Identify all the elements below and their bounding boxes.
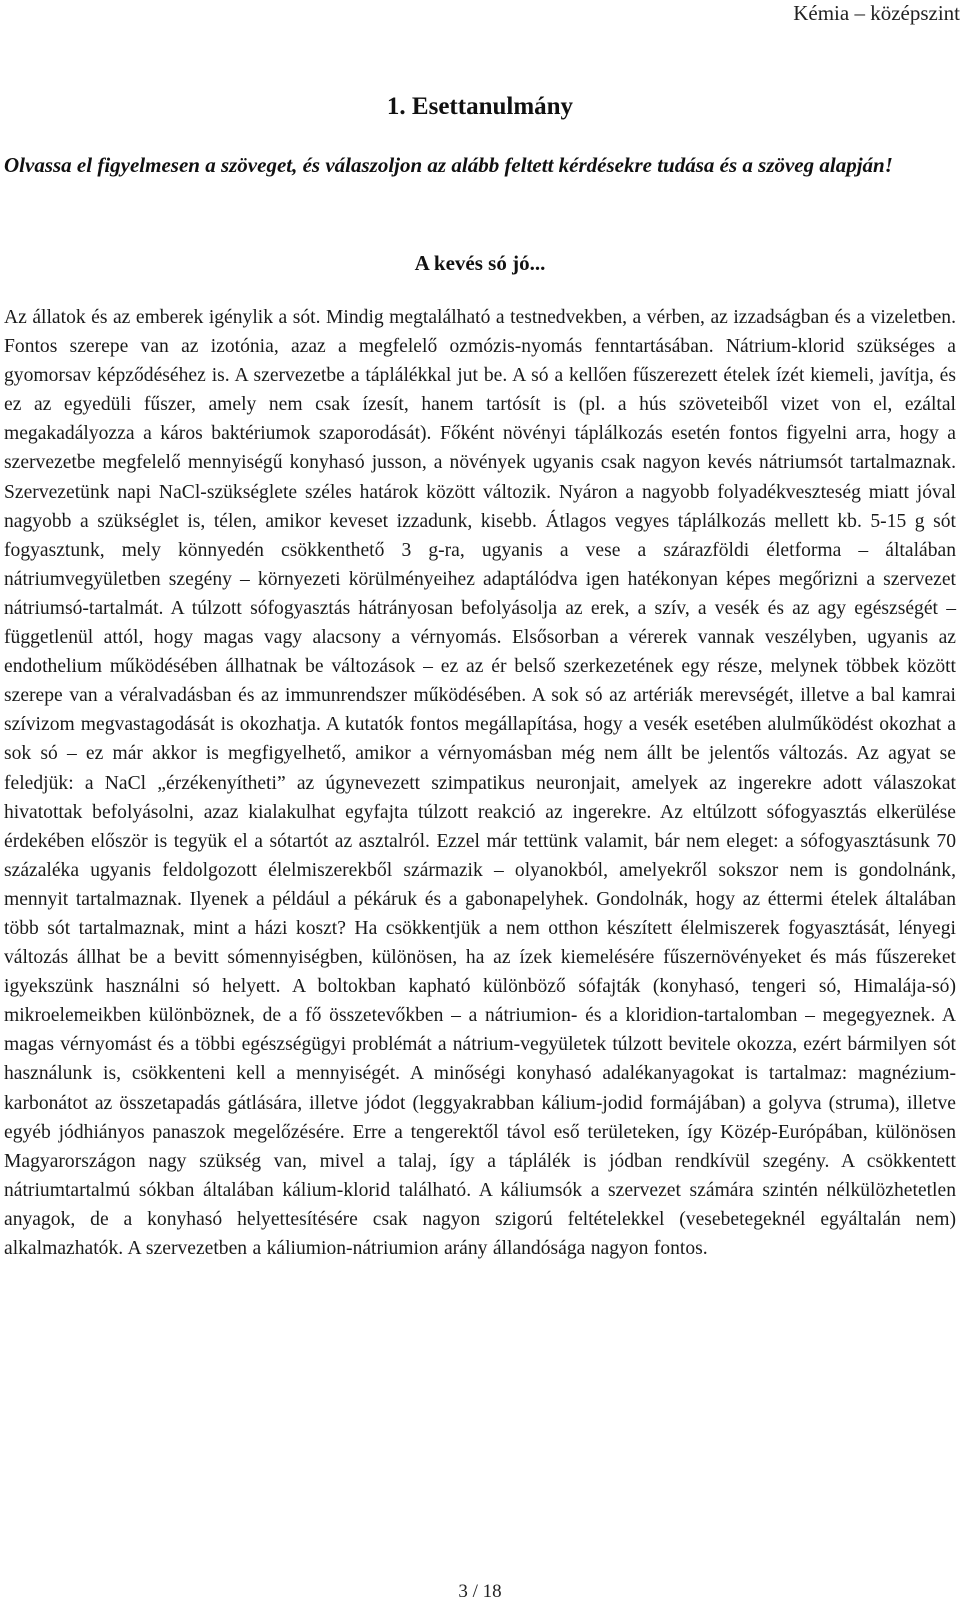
instruction-text: Olvassa el figyelmesen a szöveget, és válaszoljon az alább feltett kérdésekre tudása és a szöveg alapján! <box>4 153 893 177</box>
article-body: Az állatok és az emberek igénylik a sót. Mindig megtalálható a testnedvekben, a vérben, az izzadságban és a vizeletben. Fontos szerepe van az izotónia, azaz a megfelelő ozmózis-nyomás fenntartásában. Nátrium-klorid szükséges a gyomorsav képződéséhez is. A szervezetbe a táplálékkal jut be. A só a kellően fűszerezett ételek ízét kiemeli, javítja, és ez az egyedüli fűszer, amely nem csak ízesít, hanem tartósít is (pl. a hús szöveteiből vizet von el, ezáltal megakadályozza a káros baktériumok szaporodását). Főként növényi táplálkozás esetén fontos figyelni arra, hogy a szervezetbe megfelelő mennyiségű konyhasó jusson, a növények ugyanis csak nagyon kevés nátriumsót tartalmaznak. Szervezetünk napi NaCl-szükséglete széles határok között változik. Nyáron a nagyobb folyadékveszteség miatt jóval nagyobb a szükséglet is, télen, amikor keveset izzadunk, kisebb. Átlagos vegyes táplálkozás mellett kb. 5-15 g sót fogyasztunk, mely könnyedén csökkenthető 3 g-ra, ugyanis a vese a szárazföldi életforma – általában nátriumvegyületben szegény – környezeti körülményeihez adaptálódva igen hatékonyan képes megőrizni a szervezet nátriumsó-tartalmát. A túlzott sófogyasztás hátrányosan befolyásolja az erek, a szív, a vesék és az agy egészségét – függetlenül attól, hogy magas vagy alacsony a vérnyomás. Elsősorban a vérerek vannak veszélyben, ugyanis az endothelium működésében állhatnak be változások – ez az ér belső szerkezetének egy része, melynek többek között szerepe van a véralvadásban és az immunrendszer működésében. A sok só az artériák merevségét, illetve a bal kamrai szívizom megvastagodását is okozhatja. A kutatók fontos megállapítása, hogy a vesék esetében alulműködést okozhat a sok só – ez már akkor is megfigyelhető, amikor a vérnyomásban még nem állt be jelentős változás. Az agyat se feledjük: a NaCl „érzékenyítheti” az úgynevezett szimpatikus neuronjait, amelyek az ingerekre adott válaszokat hivatottak befolyásolni, azaz kialakulhat egyfajta túlzott reakció az ingerekre. Az eltúlzott sófogyasztás elkerülése érdekében először is tegyük el a sótartót az asztalról. Ezzel már tettünk valamit, bár nem eleget: a sófogyasztásunk 70 százaléka ugyanis feldolgozott élelmiszerekből származik – olyanokból, amelyekről sokszor nem is gondolnánk, mennyit tartalmaznak. Ilyenek a például a pékáruk és a gabonapelyhek. Gondolnák, hogy az éttermi ételek általában több sót tartalmaznak, mint a házi koszt? Ha csökkentjük a nem otthon készített élelmiszerek fogyasztását, lényegi változás állhat be a bevitt sómennyiségben, különösen, ha az ízek kiemelésére fűszernövényeket és más fűszereket igyekszünk használni só helyett. A boltokban kapható különböző sófajták (konyhasó, tengeri só, Himalája-só) mikroelemeikben különböznek, de a fő összetevőkben – a nátriumion- és a kloridion-tartalomban – megegyeznek. A magas vérnyomást és a többi egészségügyi problémát a nátrium-vegyületek túlzott bevitele okozza, ezért bármilyen sót használunk is, csökkenteni kell a mennyiségét. A minőségi konyhasó adalékanyagokat is tartalmaz: magnézium-karbonátot az összetapadás gátlására, illetve jódot (leggyakrabban kálium-jodid formájában) a golyva (struma), illetve egyéb jódhiányos panaszok megelőzésére. Erre a tengerektől távol eső területeken, így Közép-Európában, különösen Magyarországon nagy szükség van, mivel a talaj, így a táplálék is jódban rendkívül szegény. A csökkentett nátriumtartalmú sókban általában kálium-klorid található. A káliumsók a szervezet számára szintén nélkülözhetetlen anyagok, de a konyhasó helyettesítésére csak nagyon szigorú feltételekkel (vesebetegeknél egyáltalán nem) alkalmazhatók. A szervezetben a káliumion-nátriumion arány állandósága nagyon fontos. <box>4 307 956 1259</box>
section-title: 1. Esettanulmány <box>386 93 574 120</box>
page-number: 3 / 18 <box>458 1581 502 1602</box>
header-subject: Kémia – középszint <box>793 1 960 25</box>
article-title: A kevés só jó... <box>414 251 546 275</box>
